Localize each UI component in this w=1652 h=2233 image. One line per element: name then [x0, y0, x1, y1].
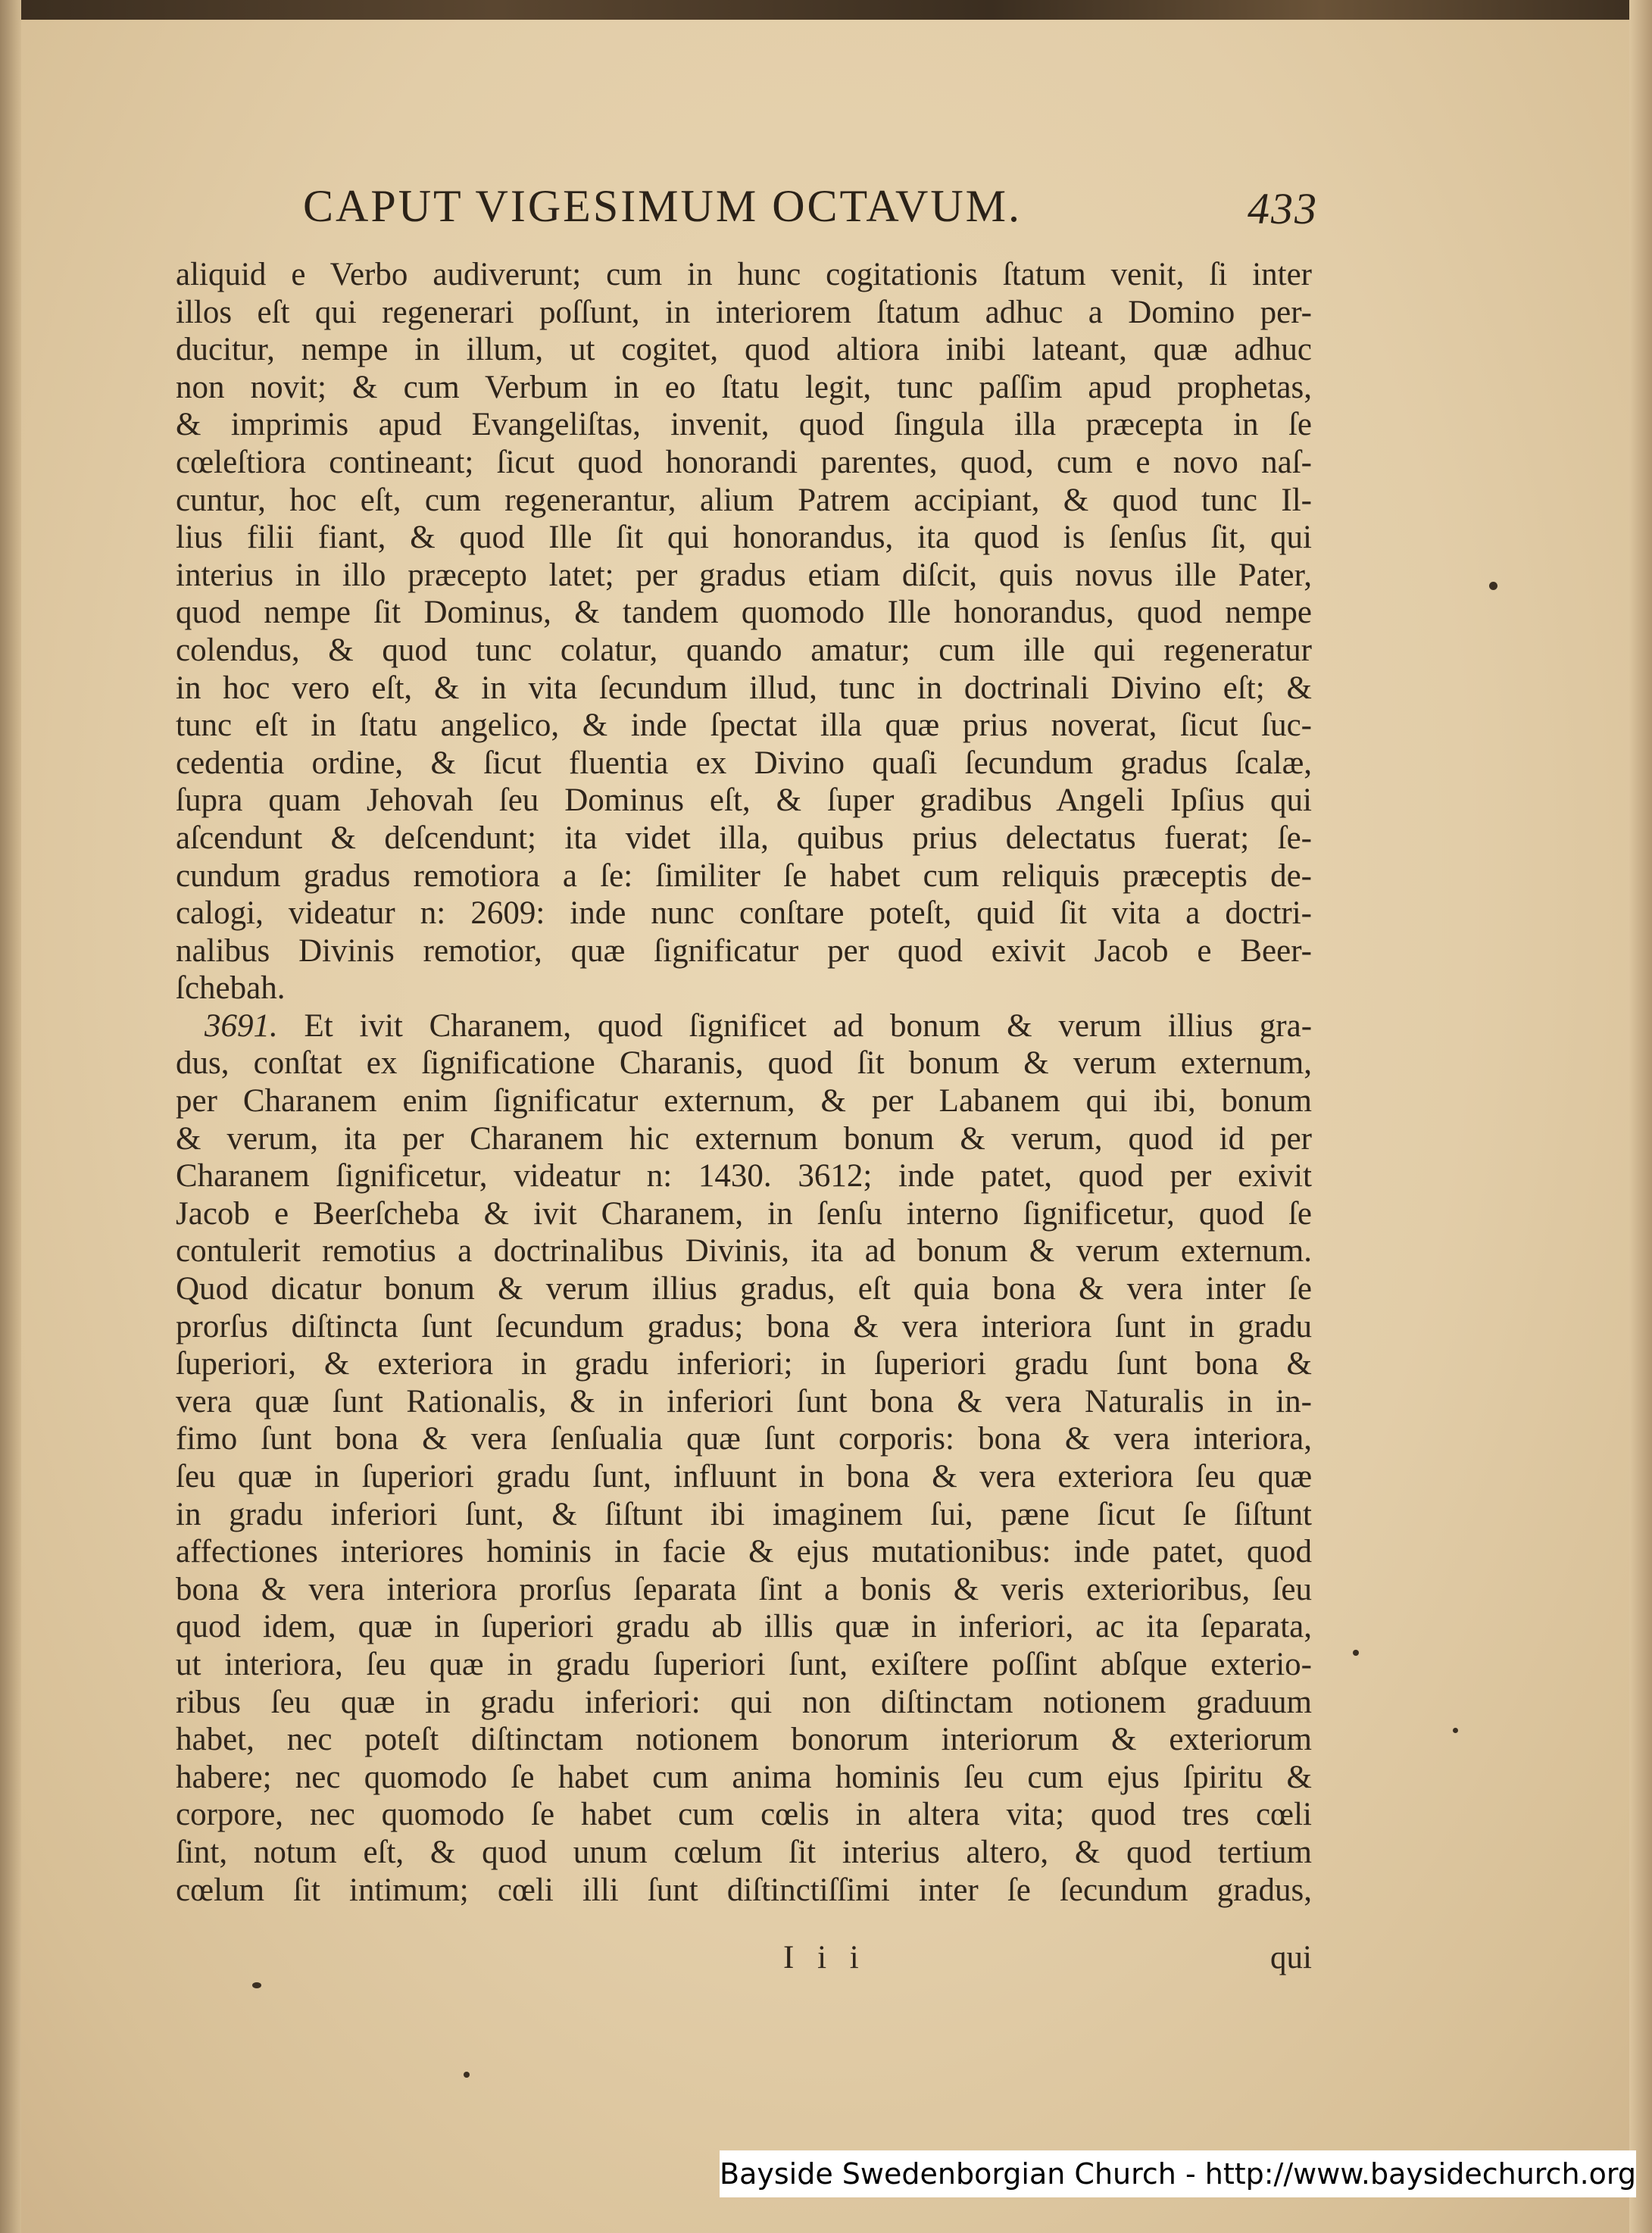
- text-line: colendus, & quod tunc colatur, quando amatur; cum ille qui regeneratur: [176, 632, 1312, 668]
- page-footer: [176, 1939, 1312, 1985]
- text-line: Charanem ſignificetur, videatur n: 1430. 3612; inde patet, quod per exivit: [176, 1158, 1312, 1195]
- ink-speck: [252, 1982, 261, 1988]
- text-line: quod nempe ſit Dominus, & tandem quomodo Ille honorandus, quod nempe: [176, 595, 1312, 631]
- paragraph-number: 3691.: [205, 1007, 278, 1044]
- text-line: cœleſtiora contineant; ſicut quod honorandi parentes, quod, cum e novo naſ-: [176, 444, 1312, 480]
- body-text: [176, 256, 1312, 1909]
- text-line: cundum gradus remotiora a ſe: ſimiliter ſe habet cum reliquis præceptis de-: [176, 857, 1312, 894]
- page-number: 433: [1248, 184, 1318, 233]
- source-watermark: Bayside Swedenborgian Church - http://www.baysidechurch.org: [720, 2150, 1636, 2197]
- text-line: aliquid e Verbo audiverunt; cum in hunc cogitationis ſtatum venit, ſi inter: [176, 257, 1312, 292]
- text-line: & imprimis apud Evangeliſtas, invenit, quod ſingula illa præcepta in ſe: [176, 407, 1312, 443]
- text-line: prorſus diſtincta ſunt ſecundum gradus; bona & vera interiora ſunt in gradu: [176, 1308, 1312, 1344]
- text-line: nalibus Divinis remotior, quæ ſignificatur per quod exivit Jacob e Beer-: [176, 932, 1312, 969]
- ink-speck: [464, 2072, 470, 2078]
- text-line: ſupra quam Jehovah ſeu Dominus eſt, & ſuper gradibus Angeli Ipſius qui: [176, 782, 1312, 819]
- text-line: dus, conſtat ex ſignificatione Charanis, quod ſit bonum & verum externum,: [176, 1045, 1312, 1082]
- text-line: in hoc vero eſt, & in vita ſecundum illud, tunc in doctrinali Divino eſt; &: [176, 670, 1312, 706]
- text-line: calogi, videatur n: 2609: inde nunc conſtare poteſt, quid ſit vita a doctri-: [176, 895, 1312, 932]
- text-line: tunc eſt in ſtatu angelico, & inde ſpectat illa quæ prius noverat, ſicut ſuc-: [176, 707, 1312, 744]
- text-line: bona & vera interiora prorſus ſeparata ſint a bonis & veris exterioribus, ſeu: [176, 1571, 1312, 1607]
- text-line: cœlum ſit intimum; cœli illi ſunt diſtinctiſſimi inter ſe ſecundum gradus,: [176, 1872, 1312, 1908]
- text-line: illos eſt qui regenerari poſſunt, in interiorem ſtatum adhuc a Domino per-: [176, 294, 1312, 330]
- text-line: affectiones interiores hominis in facie & ejus mutationibus: inde patet, quod: [176, 1534, 1312, 1570]
- ink-speck: [1353, 1650, 1359, 1656]
- text-line: non novit; & cum Verbum in eo ſtatu legit, tunc paſſim apud prophetas,: [176, 369, 1312, 405]
- ink-speck: [1489, 582, 1497, 590]
- text-line: Quod dicatur bonum & verum illius gradus, eſt quia bona & vera inter ſe: [176, 1271, 1312, 1307]
- text-line: contulerit remotius a doctrinalibus Divinis, ita ad bonum & verum externum.: [176, 1233, 1312, 1270]
- text-line: cedentia ordine, & ſicut fluentia ex Divino quaſi ſecundum gradus ſcalæ,: [176, 745, 1312, 781]
- text-line: ut interiora, ſeu quæ in gradu ſuperiori ſunt, exiſtere poſſint abſque exterio-: [176, 1646, 1312, 1682]
- text-line: ducitur, nempe in illum, ut cogitet, quod altiora inibi lateant, quæ adhuc: [176, 332, 1312, 368]
- text-line: habet, nec poteſt diſtinctam notionem bonorum interiorum & exteriorum: [176, 1722, 1312, 1758]
- text-line: per Charanem enim ſignificatur externum, & per Labanem qui ibi, bonum: [176, 1083, 1312, 1120]
- text-line: Jacob e Beerſcheba & ivit Charanem, in ſenſu interno ſignificetur, quod ſe: [176, 1195, 1312, 1232]
- text-line: in gradu inferiori ſunt, & ſiſtunt ibi imaginem ſui, pæne ſicut ſe ſiſtunt: [176, 1496, 1312, 1532]
- text-line: fimo ſunt bona & vera ſenſualia quæ ſunt corporis: bona & vera interiora,: [176, 1421, 1312, 1457]
- text-line: ſeu quæ in ſuperiori gradu ſunt, influunt in bona & vera exteriora ſeu quæ: [176, 1459, 1312, 1494]
- book-edge-top: [0, 0, 1652, 20]
- paragraph-3691-first-line: [176, 1007, 1312, 1045]
- text-line: cuntur, hoc eſt, cum regenerantur, alium Patrem accipiant, & quod tunc Il-: [176, 482, 1312, 518]
- text-line: ſint, notum eſt, & quod unum cœlum ſit interius altero, & quod tertium: [176, 1834, 1312, 1870]
- signature-mark: I i i: [783, 1940, 867, 1975]
- page-edge-right: [1629, 0, 1652, 2233]
- page-gutter-shadow: [0, 0, 21, 2233]
- ink-speck: [1453, 1728, 1458, 1733]
- text-line: interius in illo præcepto latet; per gradus etiam diſcit, quis novus ille Pater,: [176, 557, 1312, 593]
- text-line: corpore, nec quomodo ſe habet cum cœlis in altera vita; quod tres cœli: [176, 1797, 1312, 1833]
- text-line: ribus ſeu quæ in gradu inferiori: qui non diſtinctam notionem graduum: [176, 1684, 1312, 1720]
- text-line: quod idem, quæ in ſuperiori gradu ab illis quæ in inferiori, ac ita ſeparata,: [176, 1609, 1312, 1645]
- text-line: & verum, ita per Charanem hic externum bonum & verum, quod id per: [176, 1120, 1312, 1157]
- paragraph-first-line-text: Et ivit Charanem, quod ſignificet ad bonum & verum illius gra-: [304, 1007, 1313, 1044]
- text-line: ſuperiori, & exteriora in gradu inferiori; in ſuperiori gradu ſunt bona &: [176, 1346, 1312, 1382]
- text-line: aſcendunt & deſcendunt; ita videt illa, quibus prius delectatus fuerat; ſe-: [176, 820, 1312, 856]
- text-line: ſchebah.: [176, 970, 286, 1007]
- text-line: lius filii fiant, & quod Ille ſit qui honorandus, ita quod is ſenſus ſit, qui: [176, 520, 1312, 556]
- text-line: habere; nec quomodo ſe habet cum anima hominis ſeu cum ejus ſpiritu &: [176, 1759, 1312, 1795]
- page-header: [303, 180, 1318, 248]
- text-line: vera quæ ſunt Rationalis, & in inferiori ſunt bona & vera Naturalis in in-: [176, 1383, 1312, 1419]
- running-head: CAPUT VIGESIMUM OCTAVUM.: [303, 181, 1023, 231]
- catchword: qui: [1270, 1940, 1312, 1975]
